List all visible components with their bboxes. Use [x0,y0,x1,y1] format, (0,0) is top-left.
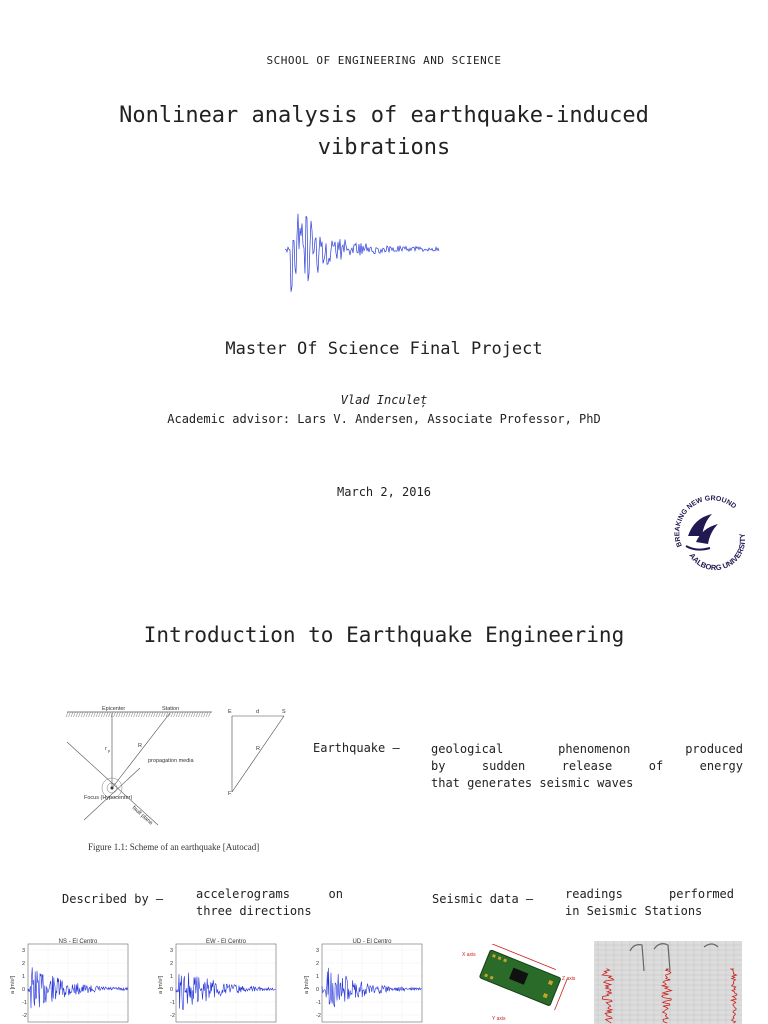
y-tick-label: 0 [316,987,320,993]
author-name: Vlad Inculeț [340,393,428,407]
earthquake-def-line-3: that generates seismic waves [431,776,634,790]
y-tick-label: 2 [316,961,320,967]
triangle-e-label: E [228,709,232,715]
logo-ring-text-top: BREAKING NEW GROUND [674,495,738,548]
station-label: Station [162,706,180,712]
accelerogram-plot [158,939,276,1022]
diagram-caption: Figure 1.1: Scheme of an earthquake [Autocad] [88,842,260,852]
y-tick-label: -1 [22,1000,27,1006]
logo-ring-text-bottom: AALBORG UNIVERSITY [687,532,748,573]
triangle-s-label: S [282,709,286,715]
rp-subscript: p [108,748,111,753]
header-seismogram-image [285,192,440,307]
y-tick-label: 3 [22,948,26,954]
y-tick-label: 2 [170,961,174,967]
plot-title: EW - El Centro [205,939,247,945]
y-tick-label: 3 [316,948,320,954]
document-title [0,100,768,164]
earthquake-definition [431,741,743,792]
header-seismogram-trace [285,214,439,292]
epicenter-label: Epicenter [102,706,126,712]
aalborg-university-logo [666,490,758,582]
logo-wave-emblem [686,514,718,550]
y-tick-label: -2 [22,1013,27,1019]
earthquake-def-line-1: geological phenomenon produced [431,742,743,756]
title-line-1: Nonlinear analysis of earthquake-induced [119,103,649,128]
seismic-data-line-2: in Seismic Stations [565,904,703,918]
y-tick-label: -1 [170,1000,175,1006]
y-tick-label: 0 [170,987,174,993]
accelerogram-plot [10,939,128,1022]
school-name: SCHOOL OF ENGINEERING AND SCIENCE [266,54,502,67]
triangle-f-label: F [228,791,232,797]
accelerogram-plot [304,939,422,1022]
rp-label: r [105,746,107,752]
earthquake-scheme-diagram [62,700,302,860]
fault-plane-label: fault plane [130,805,154,827]
y-tick-label: 1 [170,974,174,980]
y-tick-label: 2 [22,961,26,967]
academic-advisor: Academic advisor: Lars V. Andersen, Associate Professor, PhD [167,412,601,426]
sensor-z-axis-label: Z axis [562,976,576,982]
y-tick-label: 1 [22,974,26,980]
plot-y-axis-label: a [m/s²] [10,975,16,994]
accelerometer-sensor-image [458,944,586,1022]
focus-label: Focus (Hypocenter) [84,795,133,801]
earthquake-term: Earthquake – [313,741,400,755]
seismic-data-line-1: readings performed [565,887,734,901]
triangle-scheme [232,716,284,792]
described-by-definition [196,886,343,920]
y-tick-label: 3 [170,948,174,954]
ground-surface [66,712,212,717]
y-tick-label: -2 [316,1013,321,1019]
section-title: Introduction to Earthquake Engineering [143,623,625,647]
seismic-data-definition [565,886,734,920]
plot-title: NS - El Centro [58,939,98,945]
project-subtitle: Master Of Science Final Project [225,339,543,359]
sensor-x-axis-label: X axis [462,952,476,958]
y-tick-label: -2 [170,1013,175,1019]
plot-title: UD - El Centro [352,939,392,945]
seismograph-recording-image [594,941,742,1024]
earthquake-def-line-2: by sudden release of energy [431,759,743,773]
plot-y-axis-label: a [m/s²] [158,975,164,994]
y-tick-label: 0 [22,987,26,993]
r-label: R [138,743,142,749]
y-tick-label: 1 [316,974,320,980]
seismic-data-term: Seismic data – [432,892,534,906]
triangle-d-label: d [256,709,260,715]
plot-y-axis-label: a [m/s²] [304,975,310,994]
sensor-y-axis-label: Y axis [492,1016,506,1022]
described-by-line-2: three directions [196,904,312,918]
propagation-media-label: propagation media [148,758,194,764]
described-by-term: Described by – [62,892,164,906]
y-tick-label: -1 [316,1000,321,1006]
document-date: March 2, 2016 [337,485,431,499]
title-line-2: vibrations [317,135,451,160]
accelerogram-plots [0,936,450,1024]
triangle-r-label: R [256,746,260,752]
described-by-line-1: accelerograms on [196,887,343,901]
